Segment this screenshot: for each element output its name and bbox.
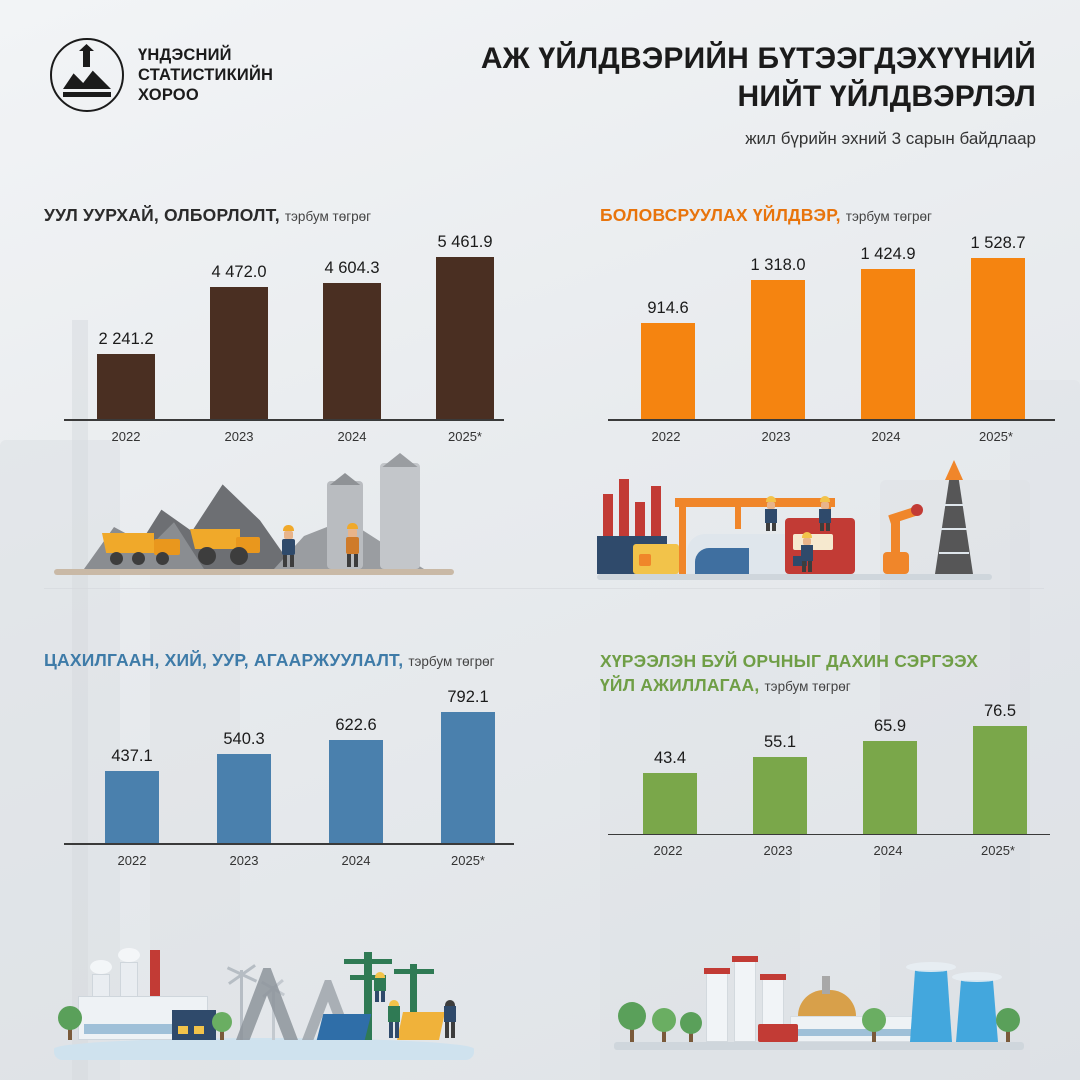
bar (441, 712, 495, 845)
bar (751, 280, 805, 421)
x-axis-labels-utilities (44, 853, 564, 877)
bar (323, 283, 381, 421)
bar (641, 323, 695, 421)
bar-group (960, 702, 1040, 835)
chart-title-line-2: ҮЙЛ АЖИЛЛАГАА, (600, 674, 760, 695)
bar-group (204, 730, 284, 845)
page-title-line-1: АЖ ҮЙЛДВЭРИЙН БҮТЭЭГДЭХҮҮНИЙ (480, 42, 1036, 75)
bar-group (316, 716, 396, 845)
bar-value: 1 318.0 (750, 256, 806, 274)
bar-value: 437.1 (111, 747, 153, 765)
water-treatment-illustration (610, 900, 1030, 1050)
bar (436, 257, 494, 421)
bar-value: 4 472.0 (211, 263, 267, 281)
factory-illustration (595, 430, 995, 580)
org-line-1: ҮНДЭСНИЙ (138, 45, 232, 64)
x-tick-label: 2024 (337, 429, 367, 444)
bar-value: 43.4 (653, 749, 687, 768)
bar-value: 5 461.9 (437, 233, 493, 251)
bar-group (628, 299, 708, 421)
bar-group (428, 688, 508, 845)
bar (105, 771, 159, 845)
chart-unit-text: тэрбум төгрөг (845, 209, 932, 224)
bar-group (958, 234, 1038, 421)
x-tick-label: 2024 (341, 853, 371, 868)
bar-group (850, 717, 930, 835)
chart-unit-text: тэрбум төгрөг (764, 678, 851, 694)
bar-value: 540.3 (223, 730, 265, 748)
chart-title-text: ЦАХИЛГААН, ХИЙ, УУР, АГААРЖУУЛАЛТ, (44, 650, 404, 670)
bar-chart-manufacturing (600, 234, 1055, 421)
chart-panel-manufacturing (600, 205, 1060, 453)
chart-panel-mining (44, 205, 514, 453)
x-axis (64, 843, 514, 845)
title-block (481, 40, 1036, 149)
x-tick-label: 2022 (653, 843, 683, 859)
logo (50, 38, 273, 112)
chart-title-manufacturing (600, 205, 1060, 226)
bar-value: 622.6 (335, 716, 377, 734)
x-tick-label: 2025* (979, 429, 1013, 444)
page-title-line-2: НИЙТ ҮЙЛДВЭРЛЭЛ (737, 80, 1036, 114)
chart-title-mining (44, 205, 514, 226)
bar-value: 55.1 (763, 733, 797, 752)
x-tick-label: 2023 (761, 429, 791, 444)
bar-chart-mining (44, 233, 504, 421)
x-tick-label: 2023 (224, 429, 254, 444)
x-tick-label: 2022 (117, 853, 147, 868)
bar-value: 914.6 (647, 299, 689, 317)
chart-unit-text: тэрбум төгрөг (408, 654, 495, 669)
bar-chart-remediation (600, 702, 1050, 835)
open-pit-mine-illustration (44, 435, 464, 575)
bar-group (86, 330, 166, 421)
bar-value: 4 604.3 (324, 259, 380, 277)
page-title (481, 40, 1036, 117)
x-tick-label: 2024 (873, 843, 903, 859)
bar-value: 76.5 (983, 702, 1017, 721)
bar-group (740, 733, 820, 835)
x-tick-label: 2022 (651, 429, 681, 444)
bar-chart-utilities (44, 688, 514, 845)
bar-group (425, 233, 505, 421)
x-tick-label: 2025* (451, 853, 485, 868)
chart-unit-text: тэрбум төгрөг (284, 209, 372, 224)
bar-value: 1 528.7 (970, 234, 1026, 252)
x-axis (64, 419, 504, 421)
bar-group (92, 747, 172, 845)
bar (217, 754, 271, 845)
bar-group (630, 749, 710, 835)
x-tick-label: 2022 (111, 429, 141, 444)
section-divider (44, 588, 1044, 589)
x-tick-label: 2025* (981, 843, 1015, 859)
header (0, 0, 1080, 178)
org-line-2: СТАТИСТИКИЙН (138, 65, 274, 84)
bar-group (199, 263, 279, 421)
bar-value: 2 241.2 (98, 330, 154, 348)
bar-group (312, 259, 392, 421)
bar-value: 1 424.9 (860, 245, 916, 263)
x-axis-labels-remediation (600, 843, 1060, 867)
national-emblem-icon (50, 38, 124, 112)
org-line-3: ХОРОО (138, 86, 199, 105)
bar (973, 726, 1027, 835)
power-plant-illustration (44, 900, 484, 1060)
bar-group (738, 256, 818, 421)
bar (863, 741, 917, 835)
bar-value: 65.9 (873, 717, 907, 736)
bar (329, 740, 383, 845)
chart-title-text: УУЛ УУРХАЙ, ОЛБОРЛОЛТ, (44, 205, 280, 225)
bar-value: 792.1 (447, 688, 489, 706)
x-tick-label: 2024 (871, 429, 901, 444)
x-tick-label: 2023 (229, 853, 259, 868)
x-tick-label: 2025* (448, 429, 482, 444)
chart-title-remediation (600, 650, 1060, 697)
page-subtitle: жил бүрийн эхний 3 сарын байдлаар (745, 128, 1036, 148)
x-tick-label: 2023 (763, 843, 793, 859)
bar (97, 354, 155, 421)
x-axis (608, 834, 1050, 836)
chart-panel-utilities (44, 650, 564, 877)
bar (210, 287, 268, 421)
chart-title-line-1: ХҮРЭЭЛЭН БУЙ ОРЧНЫГ ДАХИН СЭРГЭЭХ (600, 651, 979, 671)
bar (971, 258, 1025, 421)
chart-panel-remediation (600, 650, 1060, 867)
chart-title-text: БОЛОВСРУУЛАХ ҮЙЛДВЭР, (600, 205, 841, 225)
bar (643, 773, 697, 835)
bar (753, 757, 807, 835)
chart-title-utilities (44, 650, 564, 671)
organization-name (138, 45, 273, 105)
bar (861, 269, 915, 421)
bar-group (848, 245, 928, 421)
x-axis (608, 419, 1055, 421)
